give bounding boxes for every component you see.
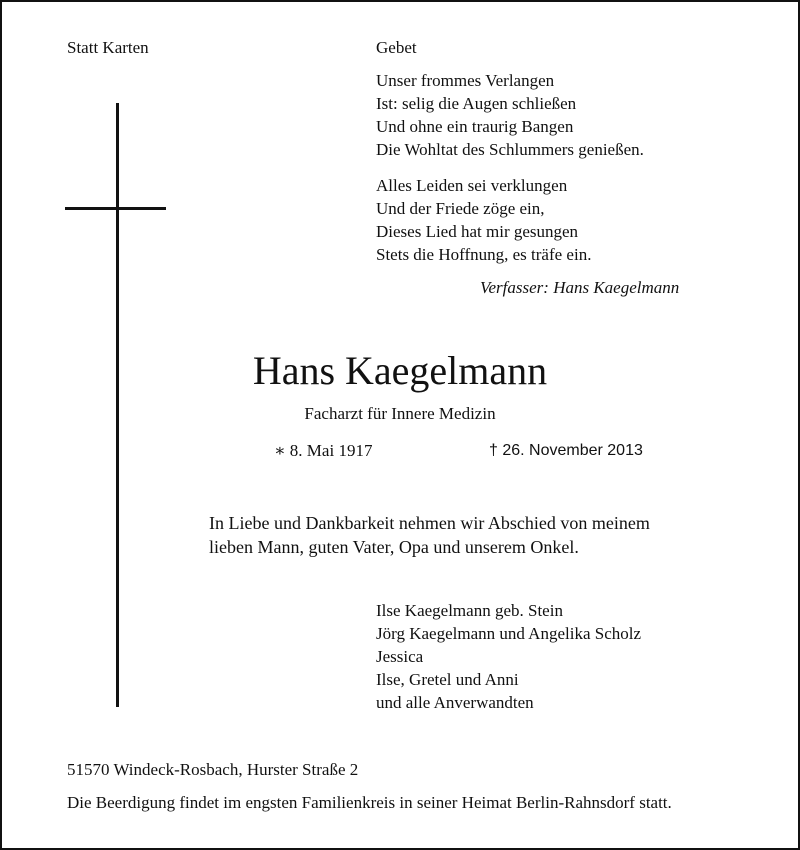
cross-icon-bar: [65, 207, 166, 210]
poem-line: Stets die Hoffnung, es träfe ein.: [376, 245, 592, 264]
poem-line: Und der Friede zöge ein,: [376, 199, 545, 218]
statt-karten-label: Statt Karten: [67, 38, 149, 57]
address: 51570 Windeck-Rosbach, Hurster Straße 2: [67, 760, 359, 779]
poem-line: Ist: selig die Augen schließen: [376, 94, 577, 113]
poem-author: Verfasser: Hans Kaegelmann: [480, 278, 680, 297]
poem-line: Die Wohltat des Schlummers genießen.: [376, 140, 644, 159]
farewell-line: lieben Mann, guten Vater, Opa und unserem Onkel.: [209, 537, 579, 557]
mourner: Jörg Kaegelmann und Angelika Scholz: [376, 624, 642, 643]
poem-stanza-1: [376, 69, 644, 161]
gebet-title: Gebet: [376, 38, 417, 57]
deceased-name: Hans Kaegelmann: [252, 348, 548, 393]
birth-date: ∗ 8. Mai 1917: [274, 441, 373, 460]
poem-line: Und ohne ein traurig Bangen: [376, 117, 574, 136]
mourner: Ilse, Gretel und Anni: [376, 670, 519, 689]
poem-line: Alles Leiden sei verklungen: [376, 176, 568, 195]
mourner: Ilse Kaegelmann geb. Stein: [376, 601, 563, 620]
mourners-list: [376, 599, 641, 714]
poem-line: Unser frommes Verlangen: [376, 71, 555, 90]
farewell-line: In Liebe und Dankbarkeit nehmen wir Abschied von meinem: [209, 513, 650, 533]
farewell-text: [209, 511, 650, 559]
mourner: Jessica: [376, 647, 424, 666]
mourner: und alle Anverwandten: [376, 693, 534, 712]
funeral-note: Die Beerdigung findet im engsten Familienkreis in seiner Heimat Berlin-Rahnsdorf statt.: [67, 793, 672, 812]
death-date: † 26. November 2013: [489, 442, 643, 459]
poem-line: Dieses Lied hat mir gesungen: [376, 222, 579, 241]
poem-stanza-2: [376, 174, 591, 266]
deceased-profession: Facharzt für Innere Medizin: [304, 404, 496, 423]
